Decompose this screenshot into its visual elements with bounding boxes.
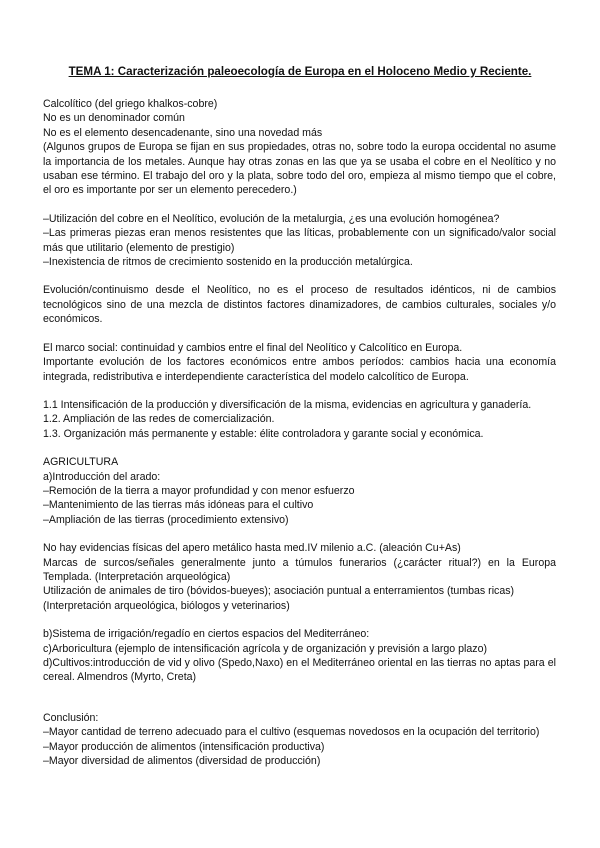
- document-body: [43, 97, 556, 768]
- social-block: [43, 341, 556, 384]
- list-item: –Inexistencia de ritmos de crecimiento sostenido en la producción metalúrgica.: [43, 256, 413, 269]
- intro-line: No es un denominador común: [43, 112, 185, 125]
- conclusion-heading: Conclusión:: [43, 711, 99, 724]
- sections-list: [43, 398, 556, 441]
- social-line: El marco social: continuidad y cambios entre el final del Neolítico y Calcolítico en Europa.: [43, 341, 463, 354]
- intro-block: [43, 97, 556, 198]
- intro-line: No es el elemento desencadenante, sino una novedad más: [43, 126, 323, 139]
- section-item: 1.1 Intensificación de la producción y diversificación de la misma, evidencias en agricultura y ganadería.: [43, 398, 532, 411]
- irrigation-block: [43, 627, 556, 685]
- evidence-block: [43, 541, 556, 613]
- list-item: –Mayor producción de alimentos (intensificación productiva): [43, 740, 325, 753]
- list-item: –Mayor diversidad de alimentos (diversidad de producción): [43, 755, 321, 768]
- list-item: –Mayor cantidad de terreno adecuado para el cultivo (esquemas novedosos en la ocupación del territorio): [43, 726, 540, 739]
- list-item: –Utilización del cobre en el Neolítico, evolución de la metalurgia, ¿es una evolución homogénea?: [43, 212, 500, 225]
- evidence-line: Marcas de surcos/señales generalmente junto a túmulos funerarios (¿carácter ritual?) en la Europa Templada. (Interpretación arqueológica): [43, 556, 556, 583]
- social-paragraph: Importante evolución de los factores económicos entre ambos períodos: cambios hacia una economía integrada, redistributiva e interdependiente característica del modelo calcolítico de Europa.: [43, 356, 556, 383]
- page-title: TEMA 1: Caracterización paleoecología de Europa en el Holoceno Medio y Reciente.: [68, 65, 532, 78]
- list-item: b)Sistema de irrigación/regadío en ciertos espacios del Mediterráneo:: [43, 628, 370, 641]
- list-item: a)Introducción del arado:: [43, 470, 161, 483]
- metal-points-list: [43, 212, 556, 270]
- evidence-line: Utilización de animales de tiro (bóvidos-bueyes); asociación puntual a enterramientos (tumbas ricas) (Interpretación arqueológica, biólogos y veterinarios): [43, 585, 515, 612]
- agriculture-block: [43, 455, 556, 527]
- evidence-line: No hay evidencias físicas del apero metálico hasta med.IV milenio a.C. (aleación Cu+As): [43, 542, 461, 555]
- section-item: 1.3. Organización más permanente y estable: élite controladora y garante social y económica.: [43, 427, 484, 440]
- list-item: d)Cultivos:introducción de vid y olivo (Spedo,Naxo) en el Mediterráneo oriental en las tierras no aptas para el cereal. Almendros (Myrto, Creta): [43, 657, 556, 684]
- section-item: 1.2. Ampliación de las redes de comercialización.: [43, 413, 275, 426]
- evolution-paragraph: Evolución/continuismo desde el Neolítico, no es el proceso de resultados idénticos, ni de cambios tecnológicos sino de una mezcla de distintos factores dinamizadores, de cambios culturales, sociales y/o económicos.: [43, 284, 556, 326]
- list-item: –Mantenimiento de las tierras más idóneas para el cultivo: [43, 499, 314, 512]
- section-heading: AGRICULTURA: [43, 456, 119, 469]
- intro-paragraph: (Algunos grupos de Europa se fijan en sus propiedades, otras no, sobre todo la europa occidental no asume la importancia de los metales. Aunque hay otras zonas en las que ya se usaba el cobre en el Neolítico y no usaban ese término. El trabajo del oro y la plata, sobre todo del oro, empieza al mismo tiempo que el cobre, el oro es importante por ser un elemento perecedero.): [43, 141, 556, 197]
- list-item: –Las primeras piezas eran menos resistentes que las líticas, probablemente con un significado/valor social más que utilitario (elemento de prestigio): [43, 227, 556, 254]
- list-item: c)Arboricultura (ejemplo de intensificación agrícola y de organización y previsión a largo plazo): [43, 642, 487, 655]
- evolution-block: [43, 283, 556, 326]
- list-item: –Remoción de la tierra a mayor profundidad y con menor esfuerzo: [43, 484, 355, 497]
- list-item: –Ampliación de las tierras (procedimiento extensivo): [43, 513, 289, 526]
- conclusion-block: [43, 711, 556, 769]
- intro-line: Calcolítico (del griego khalkos-cobre): [43, 98, 218, 110]
